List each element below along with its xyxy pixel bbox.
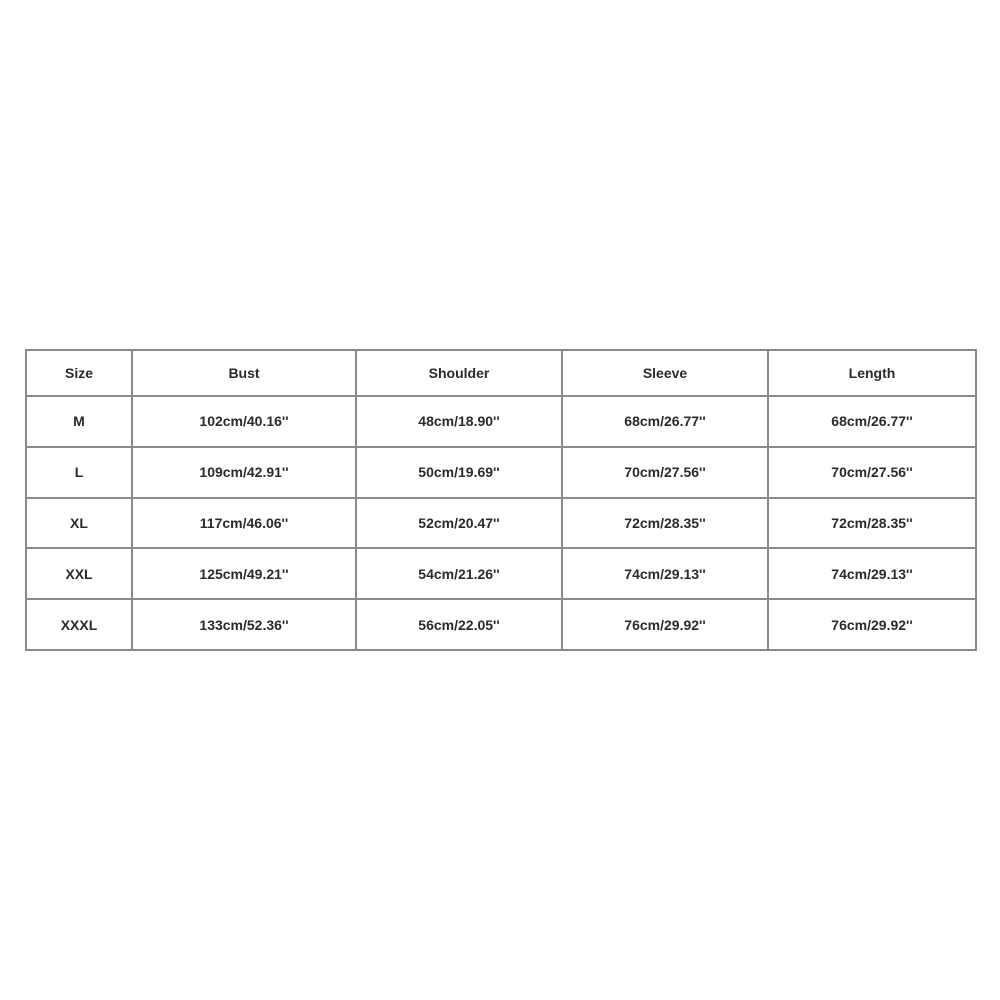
cell-length: 70cm/27.56'': [768, 447, 976, 498]
cell-bust: 109cm/42.91'': [132, 447, 356, 498]
cell-sleeve: 68cm/26.77'': [562, 396, 768, 447]
cell-sleeve: 72cm/28.35'': [562, 498, 768, 549]
cell-length: 76cm/29.92'': [768, 599, 976, 650]
header-size: Size: [26, 350, 132, 396]
cell-shoulder: 48cm/18.90'': [356, 396, 562, 447]
table-row: [26, 599, 976, 650]
cell-size: XXXL: [26, 599, 132, 650]
cell-shoulder: 50cm/19.69'': [356, 447, 562, 498]
header-length: Length: [768, 350, 976, 396]
table-row: [26, 396, 976, 447]
cell-bust: 133cm/52.36'': [132, 599, 356, 650]
table-row: [26, 498, 976, 549]
table-row: [26, 447, 976, 498]
header-bust: Bust: [132, 350, 356, 396]
header-sleeve: Sleeve: [562, 350, 768, 396]
cell-bust: 102cm/40.16'': [132, 396, 356, 447]
cell-shoulder: 56cm/22.05'': [356, 599, 562, 650]
size-chart-table: [25, 349, 977, 651]
cell-sleeve: 74cm/29.13'': [562, 548, 768, 599]
cell-length: 74cm/29.13'': [768, 548, 976, 599]
cell-sleeve: 76cm/29.92'': [562, 599, 768, 650]
cell-sleeve: 70cm/27.56'': [562, 447, 768, 498]
cell-size: XXL: [26, 548, 132, 599]
table-header-row: [26, 350, 976, 396]
cell-shoulder: 52cm/20.47'': [356, 498, 562, 549]
cell-length: 68cm/26.77'': [768, 396, 976, 447]
cell-size: L: [26, 447, 132, 498]
header-shoulder: Shoulder: [356, 350, 562, 396]
cell-shoulder: 54cm/21.26'': [356, 548, 562, 599]
cell-length: 72cm/28.35'': [768, 498, 976, 549]
cell-size: XL: [26, 498, 132, 549]
table-row: [26, 548, 976, 599]
cell-bust: 117cm/46.06'': [132, 498, 356, 549]
cell-bust: 125cm/49.21'': [132, 548, 356, 599]
cell-size: M: [26, 396, 132, 447]
